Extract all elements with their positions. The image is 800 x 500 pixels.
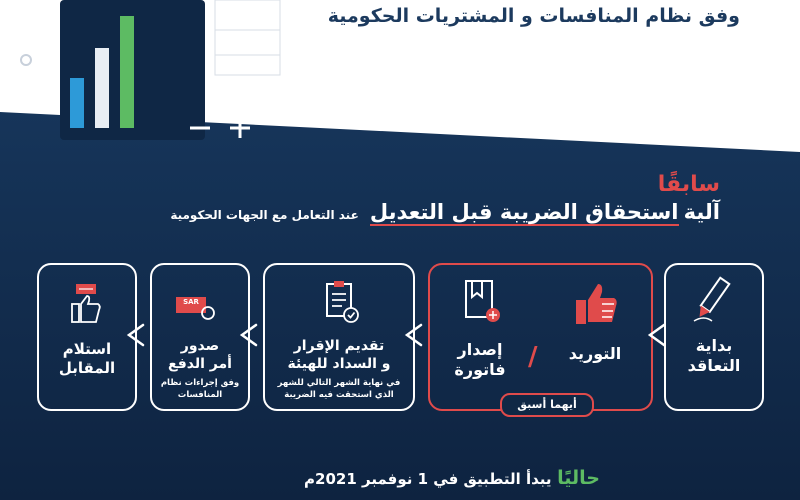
title-suffix: عند التعامل مع الجهات الحكومية <box>170 208 359 222</box>
previously-label: سابقًا <box>657 172 720 197</box>
thumbs-up-icon <box>572 280 620 326</box>
step-declaration-note: في نهاية الشهر التالي للشهر الذي استحقت فيه الضريبة <box>277 378 401 400</box>
arrow-left-icon <box>650 325 664 345</box>
footer-line <box>304 467 600 489</box>
step-start-label: بداية التعاقد <box>687 336 741 375</box>
clipboard-check-icon <box>322 279 362 325</box>
whichever-first-badge: أيهما أسبق <box>500 393 594 417</box>
step-declaration-label: تقديم الإقرار و السداد للهيئة <box>287 338 391 372</box>
thumbs-up-cash-icon <box>68 280 108 326</box>
step-supply-label: التوريد <box>568 344 622 363</box>
start-date-text: يبدأ التطبيق في 1 نوفمبر 2021م <box>304 470 552 488</box>
step-payment-order-label: صدور أمر الدفع <box>168 338 232 372</box>
title-highlight: استحقاق الضريبة قبل التعديل <box>369 200 679 224</box>
pen-icon <box>690 275 734 325</box>
step-payment-order-note: وفق إجراءات نظام المنافسات <box>160 378 240 400</box>
bookmark-document-icon <box>460 279 504 327</box>
step-invoice-label: إصدار فاتورة <box>454 340 506 379</box>
page-title: وفق نظام المنافسات و المشتريات الحكومية <box>327 5 740 27</box>
payment-card-icon <box>174 293 218 323</box>
step-receipt-label: استلام المقابل <box>58 340 116 377</box>
or-separator: / <box>528 342 538 372</box>
currently-label: حاليًا <box>557 467 600 489</box>
sar-label: SAR <box>183 298 199 306</box>
title-prefix: آلية <box>683 200 720 224</box>
